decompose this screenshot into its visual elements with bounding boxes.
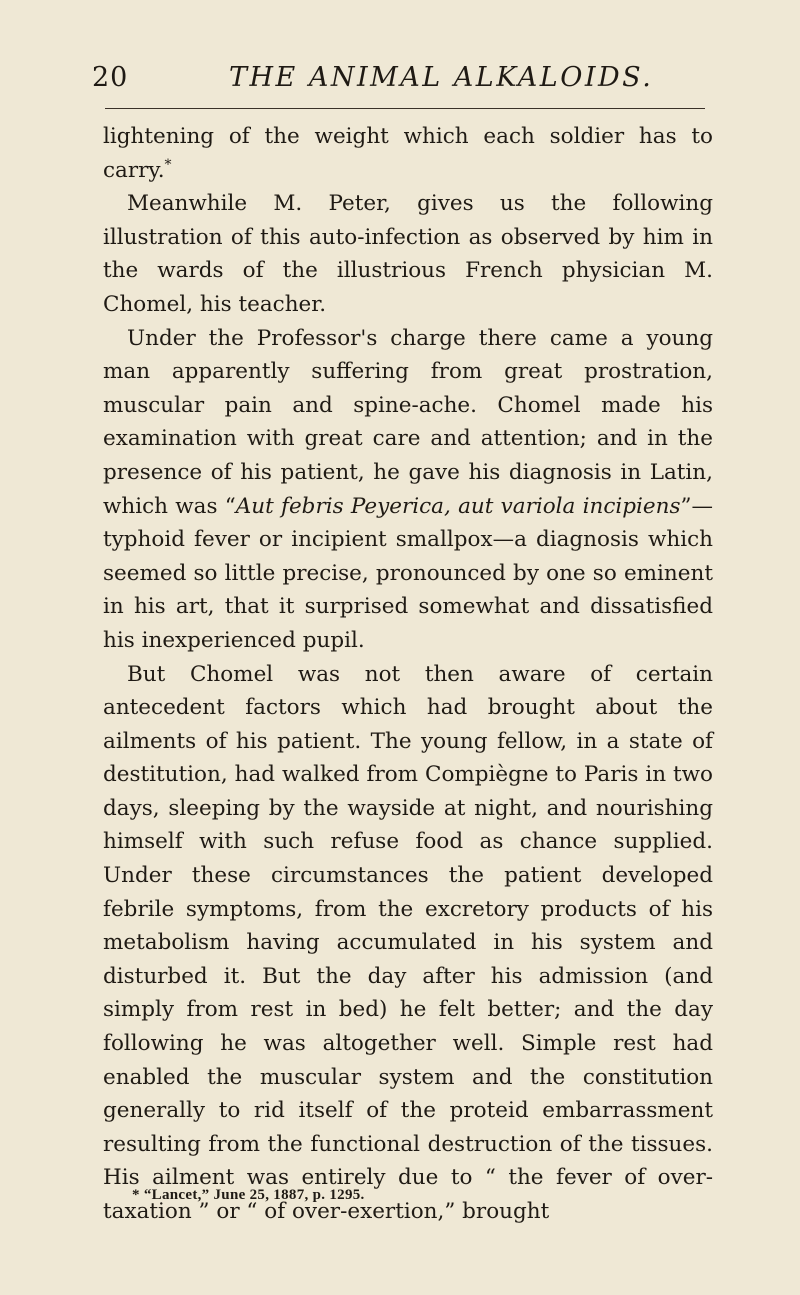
paragraph-chomel: But Chomel was not then aware of certain antecedent factors which had brought about the ailments of his patient. The young fellow, in a state of destitution, had walked from Compiègne to Paris in two days, sleeping by the wayside at night, and nourishing himself with such refuse food as chance supplied. Under these circumstances the patient developed febrile symptoms, from the excretory products of his metabolism having accumulated in his system and disturbed it. But the day after his admission (and simply from rest in bed) he felt better; and the day following he was altogether well. Simple rest had enabled the muscular system and the constitution generally to rid itself of the proteid embarrassment resulting from the functional destruction of the tissues. His ailment was entirely due to “ the fever of over-taxation ” or “ of over-exertion,” brought (103, 661, 713, 1224)
page-header (92, 62, 712, 102)
paragraph-text: lightening of the weight which each soldier has to carry. (103, 124, 713, 183)
paragraph-meanwhile: Meanwhile M. Peter, gives us the following illustration of this auto-infection as observed by him in the wards of the illustrious French physician M. Chomel, his teacher. (103, 191, 713, 317)
latin-diagnosis: Aut febris Peyerica, aut variola incipiens (235, 493, 681, 519)
paragraph-text: ”—typhoid fever or incipient smallpox—a diagnosis which seemed so little precise, pronounced by one so eminent in his art, that it surprised somewhat and dissatisfied his inexperienced pupil. (103, 493, 713, 653)
running-title: THE ANIMAL ALKALOIDS. (229, 62, 654, 93)
paragraph-continued (103, 120, 713, 187)
paragraph-text: Under the Professor's charge there came a young man apparently suffering from great prostration, muscular pain and spine-ache. Chomel made his examination with great care and attention; and in the presence of his patient, he gave his diagnosis in Latin, which was “ (103, 325, 713, 519)
header-rule (105, 108, 705, 109)
body-text (103, 120, 713, 1229)
paragraph-professor (103, 322, 713, 658)
footnote: * “Lancet,” June 25, 1887, p. 1295. (132, 1187, 365, 1203)
footnote-marker: * (164, 156, 172, 173)
page-number: 20 (92, 62, 129, 93)
